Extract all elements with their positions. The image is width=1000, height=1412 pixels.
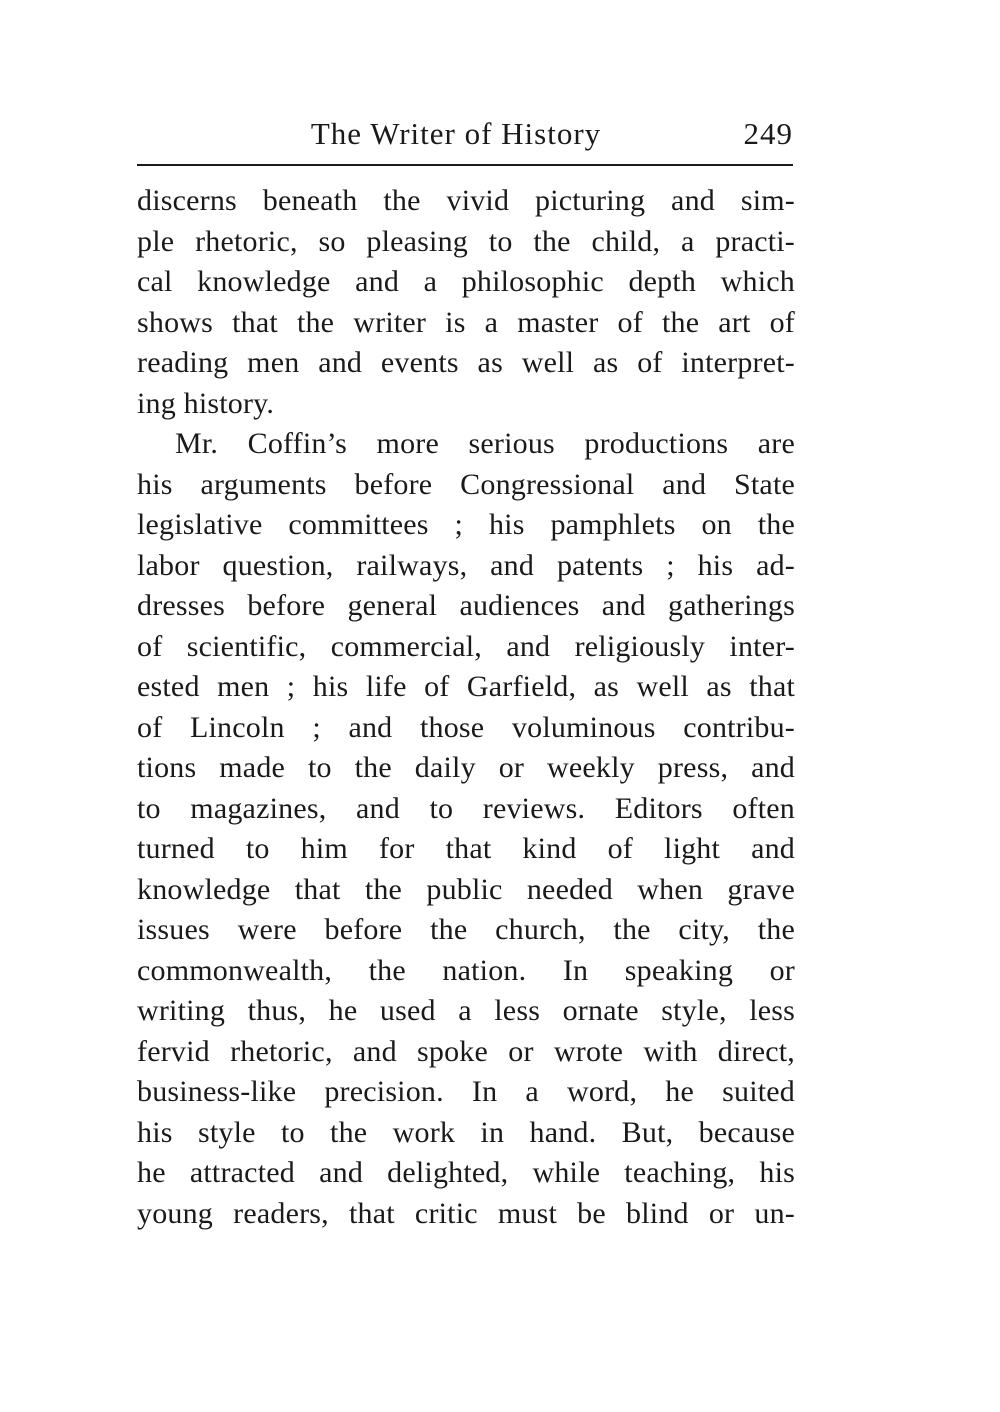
text-line: ple rhetoric, so pleasing to the child, a practi- (137, 224, 795, 258)
text-line: fervid rhetoric, and spoke or wrote with direct, (137, 1034, 795, 1068)
text-line: of Lincoln ; and those voluminous contribu- (137, 710, 795, 744)
text-line: his style to the work in hand. But, because (137, 1115, 795, 1149)
text-line: issues were before the church, the city, the (137, 913, 795, 946)
body-text (137, 181, 795, 1234)
text-line: ing history. (137, 386, 275, 420)
text-line: labor question, railways, and patents ; his ad- (137, 548, 795, 582)
running-title: The Writer of History (310, 116, 602, 151)
text-line: young readers, that critic must be blind or un- (137, 1196, 795, 1230)
text-line: Mr. Coffin’s more serious productions are (175, 427, 795, 460)
text-line: he attracted and delighted, while teaching, his (137, 1156, 795, 1189)
text-line: commonwealth, the nation. In speaking or (137, 953, 795, 987)
running-header (137, 112, 795, 156)
text-line: business-like precision. In a word, he suited (137, 1075, 795, 1108)
text-line: of scientific, commercial, and religiously inter- (137, 629, 795, 663)
page-number: 249 (743, 116, 793, 151)
text-line: ested men ; his life of Garfield, as well as that (137, 670, 795, 703)
text-line: writing thus, he used a less ornate style, less (137, 994, 795, 1027)
text-line: reading men and events as well as of interpret- (137, 346, 795, 379)
header-rule (137, 164, 793, 166)
text-line: knowledge that the public needed when grave (137, 872, 795, 906)
text-line: cal knowledge and a philosophic depth which (137, 265, 795, 298)
text-line: to magazines, and to reviews. Editors often (137, 791, 795, 825)
text-line: his arguments before Congressional and State (137, 467, 795, 501)
text-line: shows that the writer is a master of the art of (137, 305, 795, 339)
text-line: tions made to the daily or weekly press, and (137, 751, 795, 784)
text-line: dresses before general audiences and gatherings (137, 589, 795, 622)
text-line: turned to him for that kind of light and (137, 832, 795, 865)
text-line: legislative committees ; his pamphlets on the (137, 508, 795, 541)
text-line: discerns beneath the vivid picturing and sim- (137, 184, 795, 217)
